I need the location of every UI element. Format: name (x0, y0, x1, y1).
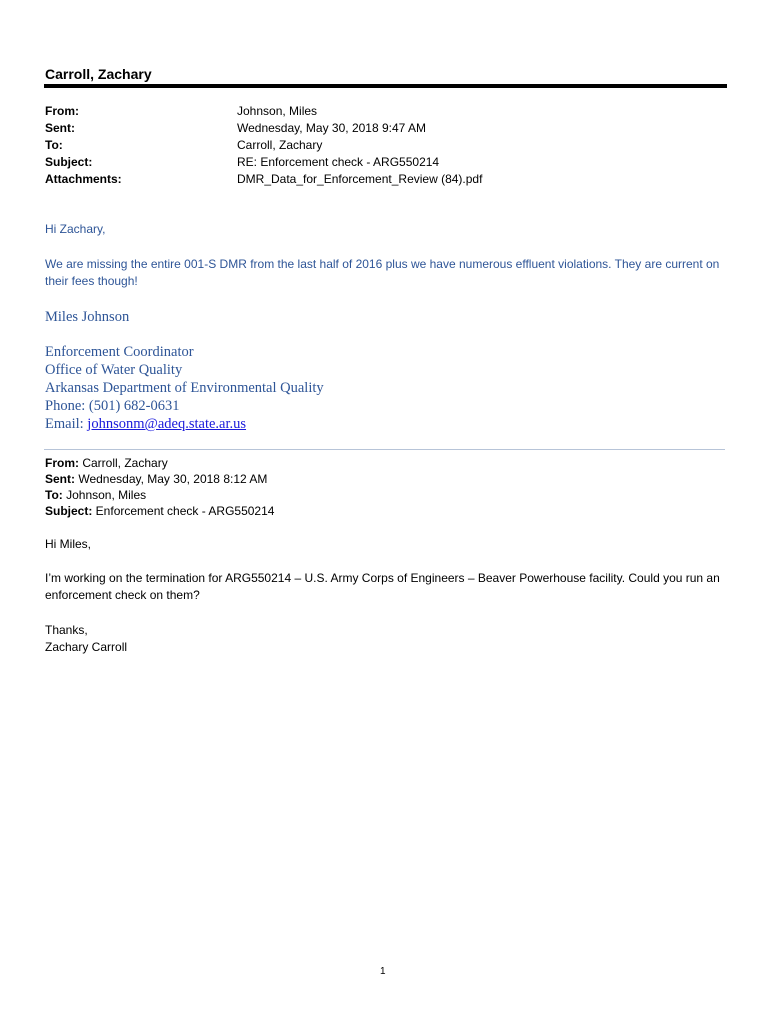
title-rule (44, 84, 727, 88)
attachments-value: DMR_Data_for_Enforcement_Review (84).pdf (237, 172, 483, 186)
subject-label: Subject: (45, 155, 93, 169)
signature-title: Enforcement Coordinator (45, 344, 194, 360)
header-subject-row (45, 154, 725, 171)
signature-email-label: Email: (45, 416, 88, 432)
from-label: From: (45, 104, 79, 118)
signature-email-link[interactable]: johnsonm@adeq.state.ar.us (87, 416, 247, 432)
original-to-row (45, 487, 274, 503)
original-subject-label: Subject: (45, 504, 93, 518)
original-message-header (45, 455, 274, 519)
attachments-label: Attachments: (45, 172, 122, 186)
sent-value: Wednesday, May 30, 2018 9:47 AM (237, 121, 427, 135)
signature-office: Office of Water Quality (45, 362, 183, 378)
header-sent-row (45, 120, 725, 137)
sent-label: Sent: (45, 121, 75, 135)
document-title: Carroll, Zachary (45, 66, 152, 82)
header-from-row (45, 103, 725, 120)
subject-value: RE: Enforcement check - ARG550214 (237, 155, 440, 169)
from-value: Johnson, Miles (237, 104, 318, 118)
original-subject-row (45, 503, 274, 519)
original-closing-block (45, 622, 127, 656)
original-greeting: Hi Miles, (45, 537, 92, 551)
original-closing: Thanks, (45, 623, 88, 637)
signature-department: Arkansas Department of Environmental Quality (45, 380, 324, 396)
to-label: To: (45, 138, 63, 152)
signature-email-line (45, 415, 324, 433)
reply-body: We are missing the entire 001-S DMR from the last half of 2016 plus we have numerous effluent violations. They are current on their fees though! (45, 257, 720, 288)
original-sent-value: Wednesday, May 30, 2018 8:12 AM (75, 472, 268, 486)
original-body: I’m working on the termination for ARG550214 – U.S. Army Corps of Engineers – Beaver Powerhouse facility. Could you run an enforcement check on them? (45, 571, 720, 602)
original-subject-value: Enforcement check - ARG550214 (92, 504, 275, 518)
signature-phone: Phone: (501) 682-0631 (45, 398, 180, 414)
signature-block (45, 343, 324, 433)
original-from-label: From: (45, 456, 79, 470)
to-value: Carroll, Zachary (237, 138, 323, 152)
original-sent-label: Sent: (45, 472, 75, 486)
header-attachments-row (45, 171, 725, 188)
original-from-value: Carroll, Zachary (79, 456, 168, 470)
original-to-label: To: (45, 488, 63, 502)
signature-name: Miles Johnson (45, 309, 130, 325)
message-divider (44, 449, 725, 450)
header-to-row (45, 137, 725, 154)
original-to-value: Johnson, Miles (62, 488, 147, 502)
page-number: 1 (380, 966, 386, 977)
original-sender-name: Zachary Carroll (45, 640, 128, 654)
original-from-row (45, 455, 274, 471)
reply-greeting: Hi Zachary, (45, 222, 106, 236)
email-header (45, 103, 725, 188)
original-sent-row (45, 471, 274, 487)
